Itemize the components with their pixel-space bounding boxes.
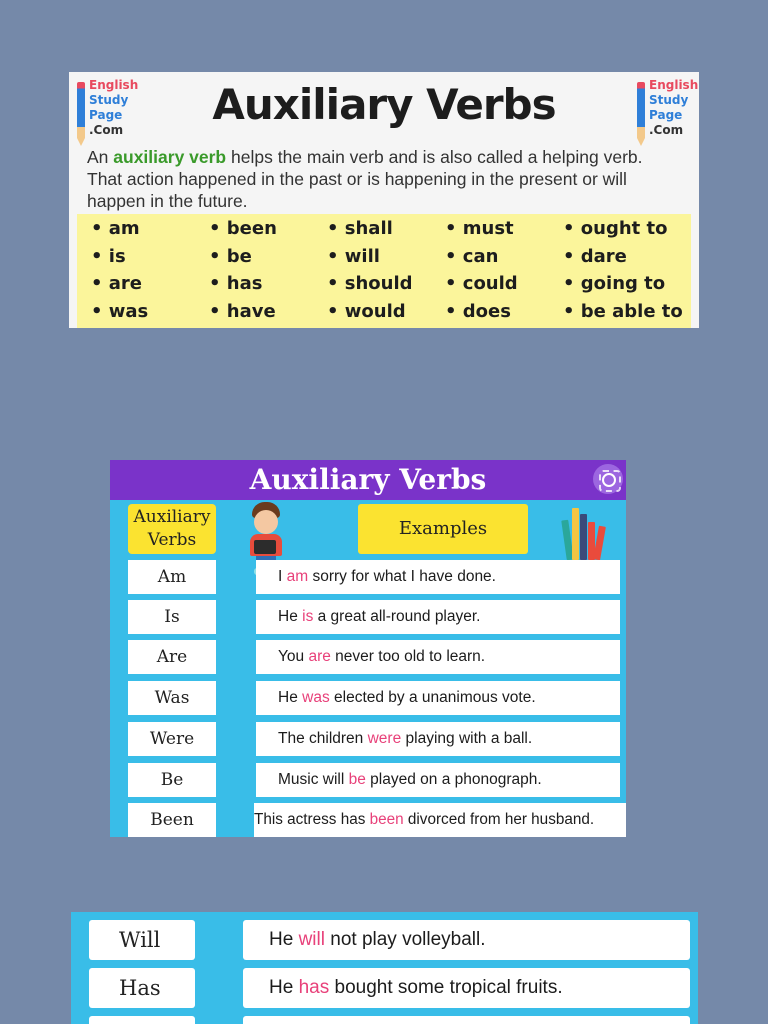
column-header-line: Verbs [147,530,197,550]
example-text: This actress has [254,811,370,828]
example-text: He [278,608,303,625]
verb-list-item: • be able to [563,300,683,322]
example-highlight: will [298,929,325,950]
infographic-auxiliary-verbs-list [69,72,699,328]
logo-text-page: Page [89,108,123,122]
verb-cell: Been [128,803,216,837]
verb-cell: Has [89,968,195,1008]
verb-cell-partial [89,1016,195,1024]
definition-part: helps the main verb and is also called a helping verb. That action happened in the past or is happening in the present or will happen in the future. [87,147,643,211]
verb-list-item: • have [209,300,276,322]
verb-list-item: • would [327,300,406,322]
verb-list-item: • does [445,300,511,322]
card-title: Auxiliary Verbs [249,463,487,496]
verb-cell: Be [128,763,216,797]
verb-list-item: • ought to [563,218,668,239]
verb-cell: Am [128,560,216,594]
example-highlight: are [308,648,331,665]
logo-text-english: English [649,78,699,92]
logo-text-english: English [89,78,139,92]
verb-cell: Are [128,640,216,674]
example-highlight: be [348,771,366,788]
verb-list-item: • am [91,218,140,239]
visual-search-lens-icon[interactable] [593,464,623,494]
example-cell [256,560,620,594]
example-text: sorry for what I have done. [308,568,496,585]
verb-list-item: • be [209,245,252,267]
table-row [71,920,698,960]
verb-cell: Is [128,600,216,634]
example-cell [256,722,620,756]
example-text: Music will [278,771,349,788]
example-highlight: is [302,608,314,625]
example-text: not play volleyball. [324,929,486,950]
example-cell [256,681,620,715]
example-cell [243,920,690,960]
example-text: divorced from her husband. [403,811,595,828]
logo-text-com: .Com [649,123,684,137]
verb-list-item: • are [91,273,143,294]
example-highlight: been [369,811,404,828]
card-header [110,460,626,500]
example-text: I [278,568,287,585]
pencil-icon [637,82,645,138]
verb-list-item: • must [445,218,514,239]
example-cell-partial [243,1016,690,1024]
verb-list-grid [77,214,691,328]
example-text: The children [278,730,368,747]
table-row [110,763,626,797]
verb-list-item: • will [327,245,380,267]
table-row [110,600,626,634]
table-row [110,722,626,756]
table-row [110,560,626,594]
example-text: He [269,977,299,998]
infographic-auxiliary-verbs-examples [110,460,626,837]
verb-list-item: • has [209,273,263,294]
verb-cell: Will [89,920,195,960]
logo-text-page: Page [649,108,683,122]
infographic-auxiliary-verbs-examples-continued [71,912,698,1024]
example-highlight: were [367,730,402,747]
column-header-line: Auxiliary [133,507,211,527]
page-title: Auxiliary Verbs [212,80,556,129]
verb-list-item: • going to [563,273,666,294]
column-header-auxiliary-verbs [128,504,216,554]
table-row [71,968,698,1008]
column-header-examples: Examples [358,504,528,554]
verb-list-item: • shall [327,218,393,239]
example-highlight: has [298,977,330,998]
verb-list-item: • should [327,273,413,294]
example-text: never too old to learn. [330,648,486,665]
english-study-page-logo [635,78,699,146]
table-row [110,681,626,715]
logo-text-study: Study [649,93,689,107]
example-text: He [269,929,299,950]
example-highlight: am [286,568,309,585]
example-text: playing with a ball. [401,730,533,747]
example-cell [256,640,620,674]
example-text: a great all-round player. [313,608,481,625]
logo-text-study: Study [89,93,129,107]
example-text: You [278,648,309,665]
example-cell [243,968,690,1008]
example-highlight: was [302,689,330,706]
verb-list-item: • is [91,245,126,267]
example-cell [256,763,620,797]
verb-list-item: • was [91,300,149,322]
table-row [110,803,626,837]
definition-part: An [87,147,114,167]
example-text: elected by a unanimous vote. [329,689,536,706]
verb-list-item: • been [209,218,277,239]
verb-cell: Was [128,681,216,715]
verb-list-item: • dare [563,245,627,267]
example-text: He [278,689,303,706]
table-row [71,1016,698,1024]
table-row [110,640,626,674]
definition-highlight: auxiliary verb [113,147,227,167]
verb-list-item: • could [445,273,518,294]
verb-cell: Were [128,722,216,756]
example-text: bought some tropical fruits. [329,977,563,998]
logo-text-com: .Com [89,123,124,137]
definition-text [87,146,679,212]
example-cell [256,600,620,634]
books-illustration [550,502,612,568]
example-cell [254,803,626,837]
example-text: played on a phonograph. [365,771,542,788]
verb-list-item: • can [445,245,499,267]
